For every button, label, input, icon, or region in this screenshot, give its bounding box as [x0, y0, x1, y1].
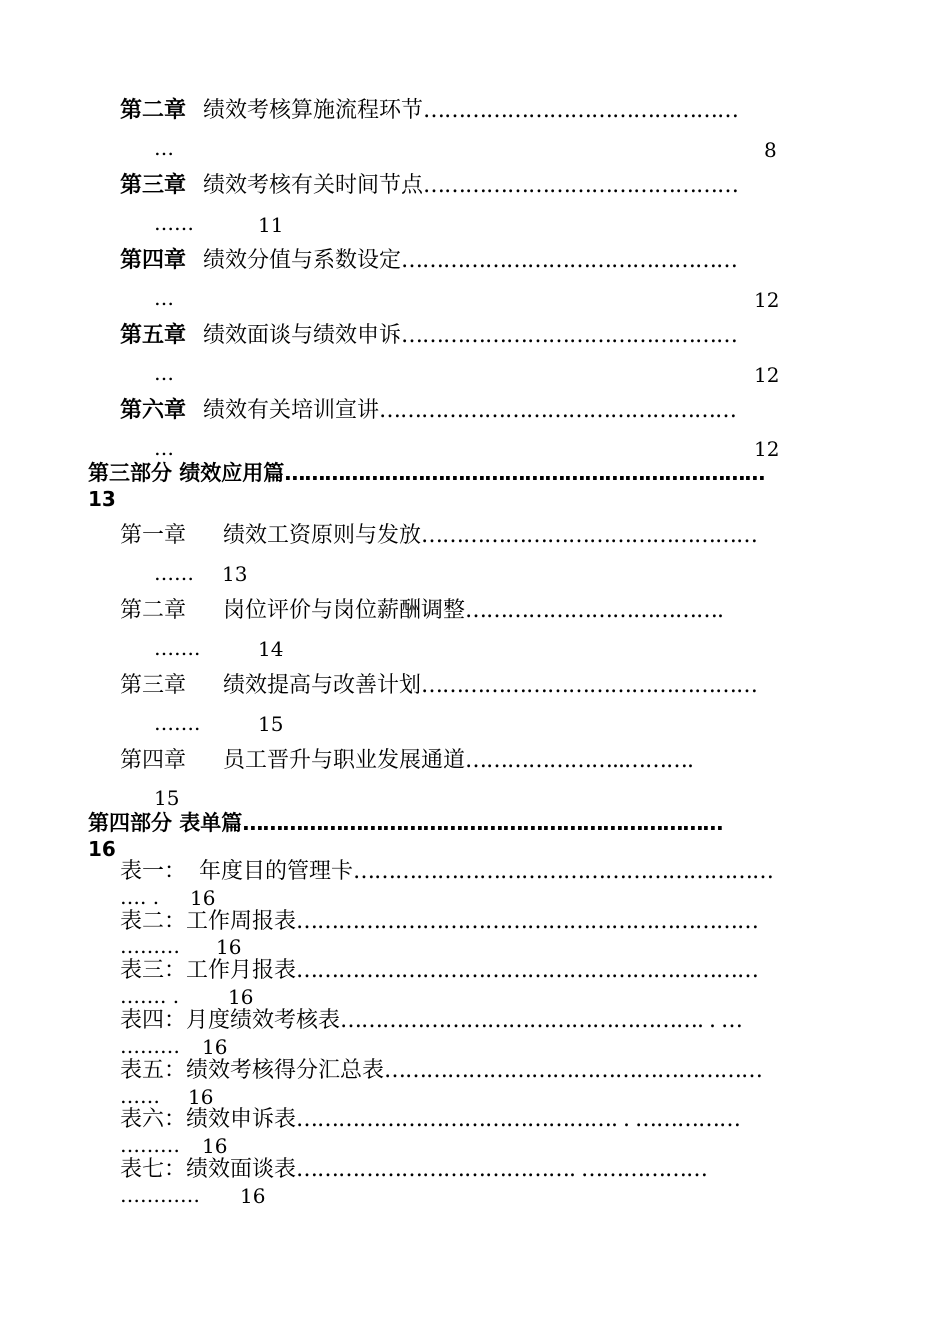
leader-dots: …….: [154, 636, 201, 660]
page-number: 11: [258, 213, 284, 237]
page-number: 16: [188, 1085, 214, 1109]
leader-dots: ………………………………………………………………: [242, 811, 723, 835]
form-label: 表二：: [120, 909, 187, 934]
leader-dots: ……. .: [120, 984, 180, 1008]
chapter-label: 第二章: [120, 598, 187, 623]
chapter-title: 员工晋升与职业发展通道: [223, 748, 466, 773]
leader-dots: ……………………………….: [465, 598, 724, 623]
chapter-title: 绩效面谈与绩效申诉: [203, 323, 402, 348]
leader-dots: …………………………………………: [421, 673, 758, 698]
chapter-title: 绩效考核有关时间节点: [203, 173, 424, 198]
form-title: 绩效考核得分汇总表: [186, 1058, 385, 1083]
form-label: 表五：: [120, 1058, 187, 1083]
leader-dots: …: [154, 286, 174, 310]
leader-dots: …….: [154, 711, 201, 735]
leader-dots: ……………………………………………: [379, 398, 737, 423]
page-number: 13: [222, 562, 248, 586]
leader-dots: ………………………………………………: [384, 1058, 763, 1083]
leader-dots: ……: [154, 211, 194, 235]
leader-dots: ………………………………………: [423, 98, 739, 123]
page-number: 12: [754, 288, 780, 312]
form-label: 表一：: [120, 859, 187, 884]
chapter-title: 绩效有关培训宣讲: [203, 398, 380, 423]
page-number: 15: [258, 712, 284, 736]
form-label: 表六：: [120, 1107, 187, 1132]
leader-dots: …. .: [120, 885, 160, 909]
leader-dots: ……: [120, 1084, 160, 1108]
chapter-label: 第四章: [120, 748, 187, 773]
form-title: 年度目的管理卡: [199, 859, 354, 884]
page-number: 16: [228, 985, 254, 1009]
chapter-title: 岗位评价与岗位薪酬调整: [223, 598, 466, 623]
chapter-label: 第五章: [120, 323, 187, 348]
leader-dots: ………………………………………. . ……………: [296, 1107, 741, 1132]
leader-dots: …………………………………………………………: [296, 958, 759, 983]
page-number: 13: [88, 487, 116, 511]
form-label: 表三：: [120, 958, 187, 983]
page-number: 16: [202, 1035, 228, 1059]
chapter-label: 第四章: [120, 248, 187, 273]
leader-dots: …: [154, 436, 174, 460]
chapter-label: 第二章: [120, 98, 187, 123]
chapter-label: 第三章: [120, 673, 187, 698]
chapter-title: 绩效考核算施流程环节: [203, 98, 424, 123]
chapter-title: 绩效分值与系数设定: [203, 248, 402, 273]
page-number: 12: [754, 437, 780, 461]
page-number: 16: [216, 935, 242, 959]
leader-dots: …………………………………………: [421, 523, 758, 548]
leader-dots: …………………………………………: [401, 248, 738, 273]
page-number: 14: [258, 637, 284, 661]
chapter-label: 第六章: [120, 398, 187, 423]
leader-dots: …………………………………. ………………: [296, 1157, 708, 1182]
leader-dots: …: [154, 136, 174, 160]
form-label: 表四：: [120, 1008, 187, 1033]
chapter-label: 第三章: [120, 173, 187, 198]
leader-dots: …: [154, 361, 174, 385]
part-title: 第四部分 表单篇: [88, 811, 243, 835]
leader-dots: ……: [154, 561, 194, 585]
chapter-title: 绩效提高与改善计划: [223, 673, 422, 698]
leader-dots: …………………………………………: [401, 323, 738, 348]
form-title: 工作周报表: [186, 909, 297, 934]
leader-dots: ……………………………………………………: [353, 859, 774, 884]
form-title: 工作月报表: [186, 958, 297, 983]
form-label: 表七：: [120, 1157, 187, 1182]
leader-dots: …………………………………………………………: [296, 909, 759, 934]
leader-dots: ……………………………………………. . …: [340, 1008, 743, 1033]
leader-dots: …………: [120, 1183, 200, 1207]
leader-dots: ………: [120, 1034, 180, 1058]
page-number: 8: [764, 138, 777, 162]
form-title: 绩效申诉表: [186, 1107, 297, 1132]
page-number: 12: [754, 363, 780, 387]
page-number: 16: [240, 1184, 266, 1208]
page-number: 15: [154, 786, 180, 810]
leader-dots: ………………………………………………………………: [284, 461, 765, 485]
page-number: 16: [202, 1134, 228, 1158]
leader-dots: …………………..……….: [465, 748, 694, 773]
leader-dots: ………: [120, 934, 180, 958]
chapter-label: 第一章: [120, 523, 187, 548]
page-number: 16: [190, 886, 216, 910]
form-title: 绩效面谈表: [186, 1157, 297, 1182]
page-number: 16: [88, 837, 116, 861]
form-title: 月度绩效考核表: [186, 1008, 341, 1033]
chapter-title: 绩效工资原则与发放: [223, 523, 422, 548]
part-title: 第三部分 绩效应用篇: [88, 461, 285, 485]
leader-dots: ………………………………………: [423, 173, 739, 198]
leader-dots: ………: [120, 1133, 180, 1157]
